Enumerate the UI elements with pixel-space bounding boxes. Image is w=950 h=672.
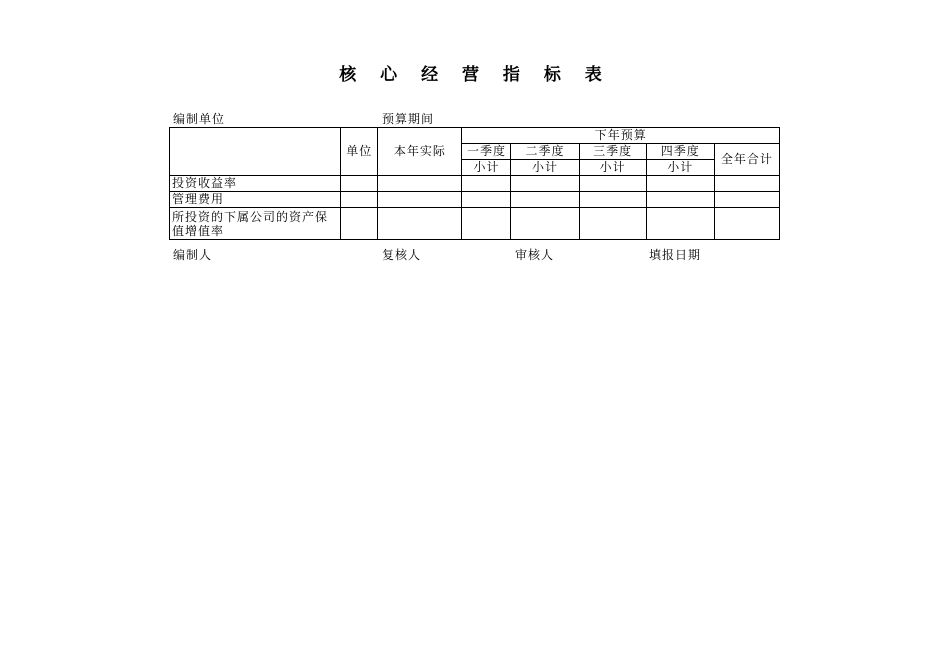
table-cell[interactable] — [646, 208, 714, 240]
table-cell[interactable] — [378, 176, 462, 192]
header-subtotal-1: 小计 — [462, 160, 511, 176]
header-quarter-3: 三季度 — [579, 144, 646, 160]
row-label-admin-expenses: 管理费用 — [170, 192, 341, 208]
table-cell[interactable] — [646, 192, 714, 208]
header-annual-total: 全年合计 — [714, 144, 779, 176]
header-quarter-1: 一季度 — [462, 144, 511, 160]
header-subtotal-3: 小计 — [579, 160, 646, 176]
budget-period-label: 预算期间 — [382, 112, 435, 126]
table-cell[interactable] — [511, 192, 579, 208]
reviewer-label: 复核人 — [382, 248, 422, 262]
table-cell[interactable] — [378, 208, 462, 240]
header-quarter-2: 二季度 — [511, 144, 579, 160]
table-cell[interactable] — [462, 208, 511, 240]
table-cell[interactable] — [341, 208, 378, 240]
table-cell[interactable] — [579, 208, 646, 240]
table-cell[interactable] — [714, 192, 779, 208]
table-row — [170, 208, 780, 240]
table-cell[interactable] — [714, 208, 779, 240]
row-label-asset-preservation-rate: 所投资的下属公司的资产保值增值率 — [170, 208, 341, 240]
table-cell[interactable] — [579, 192, 646, 208]
date-label: 填报日期 — [649, 248, 702, 262]
table-cell[interactable] — [341, 176, 378, 192]
table-cell[interactable] — [511, 208, 579, 240]
row-label-investment-return: 投资收益率 — [170, 176, 341, 192]
table-cell[interactable] — [511, 176, 579, 192]
table-cell[interactable] — [378, 192, 462, 208]
table-cell[interactable] — [462, 192, 511, 208]
table-cell[interactable] — [462, 176, 511, 192]
table-cell[interactable] — [341, 192, 378, 208]
compiling-unit-label: 编制单位 — [173, 112, 226, 126]
preparer-label: 编制人 — [173, 248, 213, 262]
auditor-label: 审核人 — [515, 248, 555, 262]
header-actual: 本年实际 — [378, 128, 462, 176]
header-next-year-budget: 下年预算 — [462, 128, 780, 144]
header-unit: 单位 — [341, 128, 378, 176]
table-cell[interactable] — [579, 176, 646, 192]
header-quarter-4: 四季度 — [646, 144, 714, 160]
table-row — [170, 192, 780, 208]
header-subtotal-4: 小计 — [646, 160, 714, 176]
indicator-table — [169, 127, 780, 240]
table-row — [170, 176, 780, 192]
table-cell[interactable] — [646, 176, 714, 192]
page-title: 核 心 经 营 指 标 表 — [339, 65, 611, 85]
header-subtotal-2: 小计 — [511, 160, 579, 176]
table-cell[interactable] — [714, 176, 779, 192]
header-blank-cell — [170, 128, 341, 176]
